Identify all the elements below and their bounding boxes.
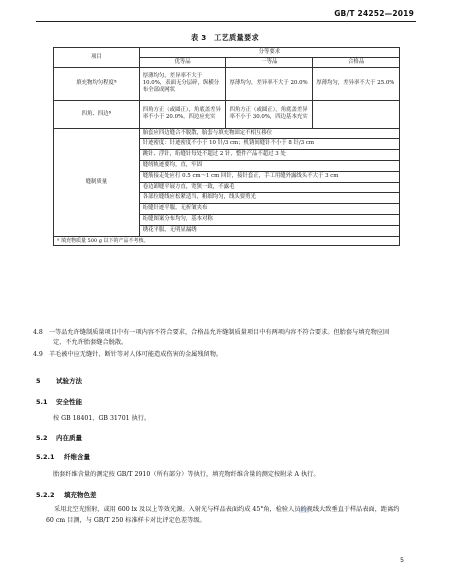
table-title: 表 3 工艺质量要求	[190, 33, 259, 42]
clause-4-8	[33, 328, 398, 348]
clause-4-9-number: 4.9	[33, 351, 43, 358]
header-grade-2: 一等品	[226, 57, 313, 67]
clause-4-9	[33, 350, 398, 360]
row-filling-grade-2: 厚薄均匀，差异率不大于 20.0%	[226, 67, 313, 100]
row-corners-grade-3	[313, 100, 400, 128]
row-sewing-item: 缝制质量	[54, 128, 140, 236]
clause-4-8-number: 4.8	[33, 329, 43, 336]
section-5-2-1-heading: 5.2.1 纤维含量	[36, 453, 90, 461]
header-grade-group: 分等要求	[139, 48, 399, 58]
row-corners-grade-2: 四角方正（或圆正），角底盖差异率不小于 30.0%，四边基本充实	[226, 100, 313, 128]
header-item: 项目	[54, 48, 140, 68]
table-row-corners	[54, 100, 400, 128]
row-filling-grade-3: 厚薄均匀，差异率不大于 25.0%	[313, 67, 400, 100]
sewing-line: 卷边卸缝平展方直，宽狭一致，不露毛	[139, 182, 399, 193]
table-footnote-row	[54, 236, 400, 245]
row-filling-item: 填充物均匀程度ª	[54, 67, 140, 100]
row-corners-grade-1: 四角方正（或圆正），角底盖差异率不小于 20.0%，四边应充实	[139, 100, 226, 128]
section-5-2-heading: 5.2 内在质量	[36, 434, 82, 442]
standard-number: GB/T 24252—2019	[334, 9, 414, 18]
section-5-2-2-text: 采用北空光照射，或用 600 lx 及以上等效光源。入射光与样品表面约成 45°角，检验人员的视线大致垂直于样品表面，距离约 60 cm 目测，与 GB/T 250 标准样卡对比评定色差等级。	[46, 506, 400, 524]
table-row-sewing	[54, 128, 400, 139]
section-5-1-text: 按 GB 18401、GB 31701 执行。	[53, 415, 151, 422]
clause-4-8-text: 一等品允许缝制质量项目中有一项内容不符合要求，合格品允许缝制质量项目中有两项内容不符合要求。但胎套与填充物应固定，不允许胎套缝合脱散。	[48, 329, 390, 346]
quality-table	[53, 47, 400, 246]
row-corners-item: 四角、四边ª	[54, 100, 140, 128]
section-5-2-2-heading: 5.2.2 填充物色差	[36, 491, 97, 499]
clause-4-9-text: 羊毛被中应无缝针、断针等对人体可能造成伤害的金属残留物。	[48, 351, 223, 358]
header-grade-3: 合格品	[313, 57, 400, 67]
row-filling-grade-1: 厚薄均匀，差异率不大于 10.0%，表面无分层碎，纵横分布全部成网状	[139, 67, 226, 100]
sewing-line: 绣花平服，无明显漏绣	[139, 225, 399, 236]
header-grade-1: 优等品	[139, 57, 226, 67]
section-5-2-1-text: 胎套纤维含量的测定按 GB/T 2910（所有部分）等执行，填充物纤维含量的测定按附录 A 执行。	[53, 471, 320, 478]
table-header-row	[54, 48, 400, 58]
page-number: 5	[400, 557, 404, 564]
header-rule	[36, 21, 416, 22]
table-footnote: ª 填充物质量 500 g 以下的产品不考核。	[54, 236, 400, 245]
table-row-filling	[54, 67, 400, 100]
sewing-line: 缝纫轨迹要均，直，牢固	[139, 160, 399, 171]
sewing-line: 针迹密度：针迹密度不小于 10 针/3 cm；机锈间缝针不小于 8 针/3 cm	[139, 139, 399, 150]
sewing-line: 缝筋接走处应打 0.5 cm～1 cm 回针，接针套正，手工用缝外露线头不大于 3 cm	[139, 171, 399, 182]
sewing-line: 各部位缝线应松紧适当，粗细均匀，线头要剪光	[139, 193, 399, 204]
section-5-heading: 5 试验方法	[36, 377, 82, 385]
sewing-line: 绗缝针迹平服，无折皱夹布	[139, 204, 399, 215]
sewing-line: 跳针、浮针，绗缝针每处不超过 2 针，整件产品不超过 3 处	[139, 150, 399, 161]
section-5-1-heading: 5.1 安全性能	[36, 398, 82, 406]
sewing-line: 胎套应四边缝合不脱散，胎套与填充物固定不相互移位	[139, 128, 399, 139]
sewing-line: 绗缝图案分布均匀，基本对称	[139, 215, 399, 226]
